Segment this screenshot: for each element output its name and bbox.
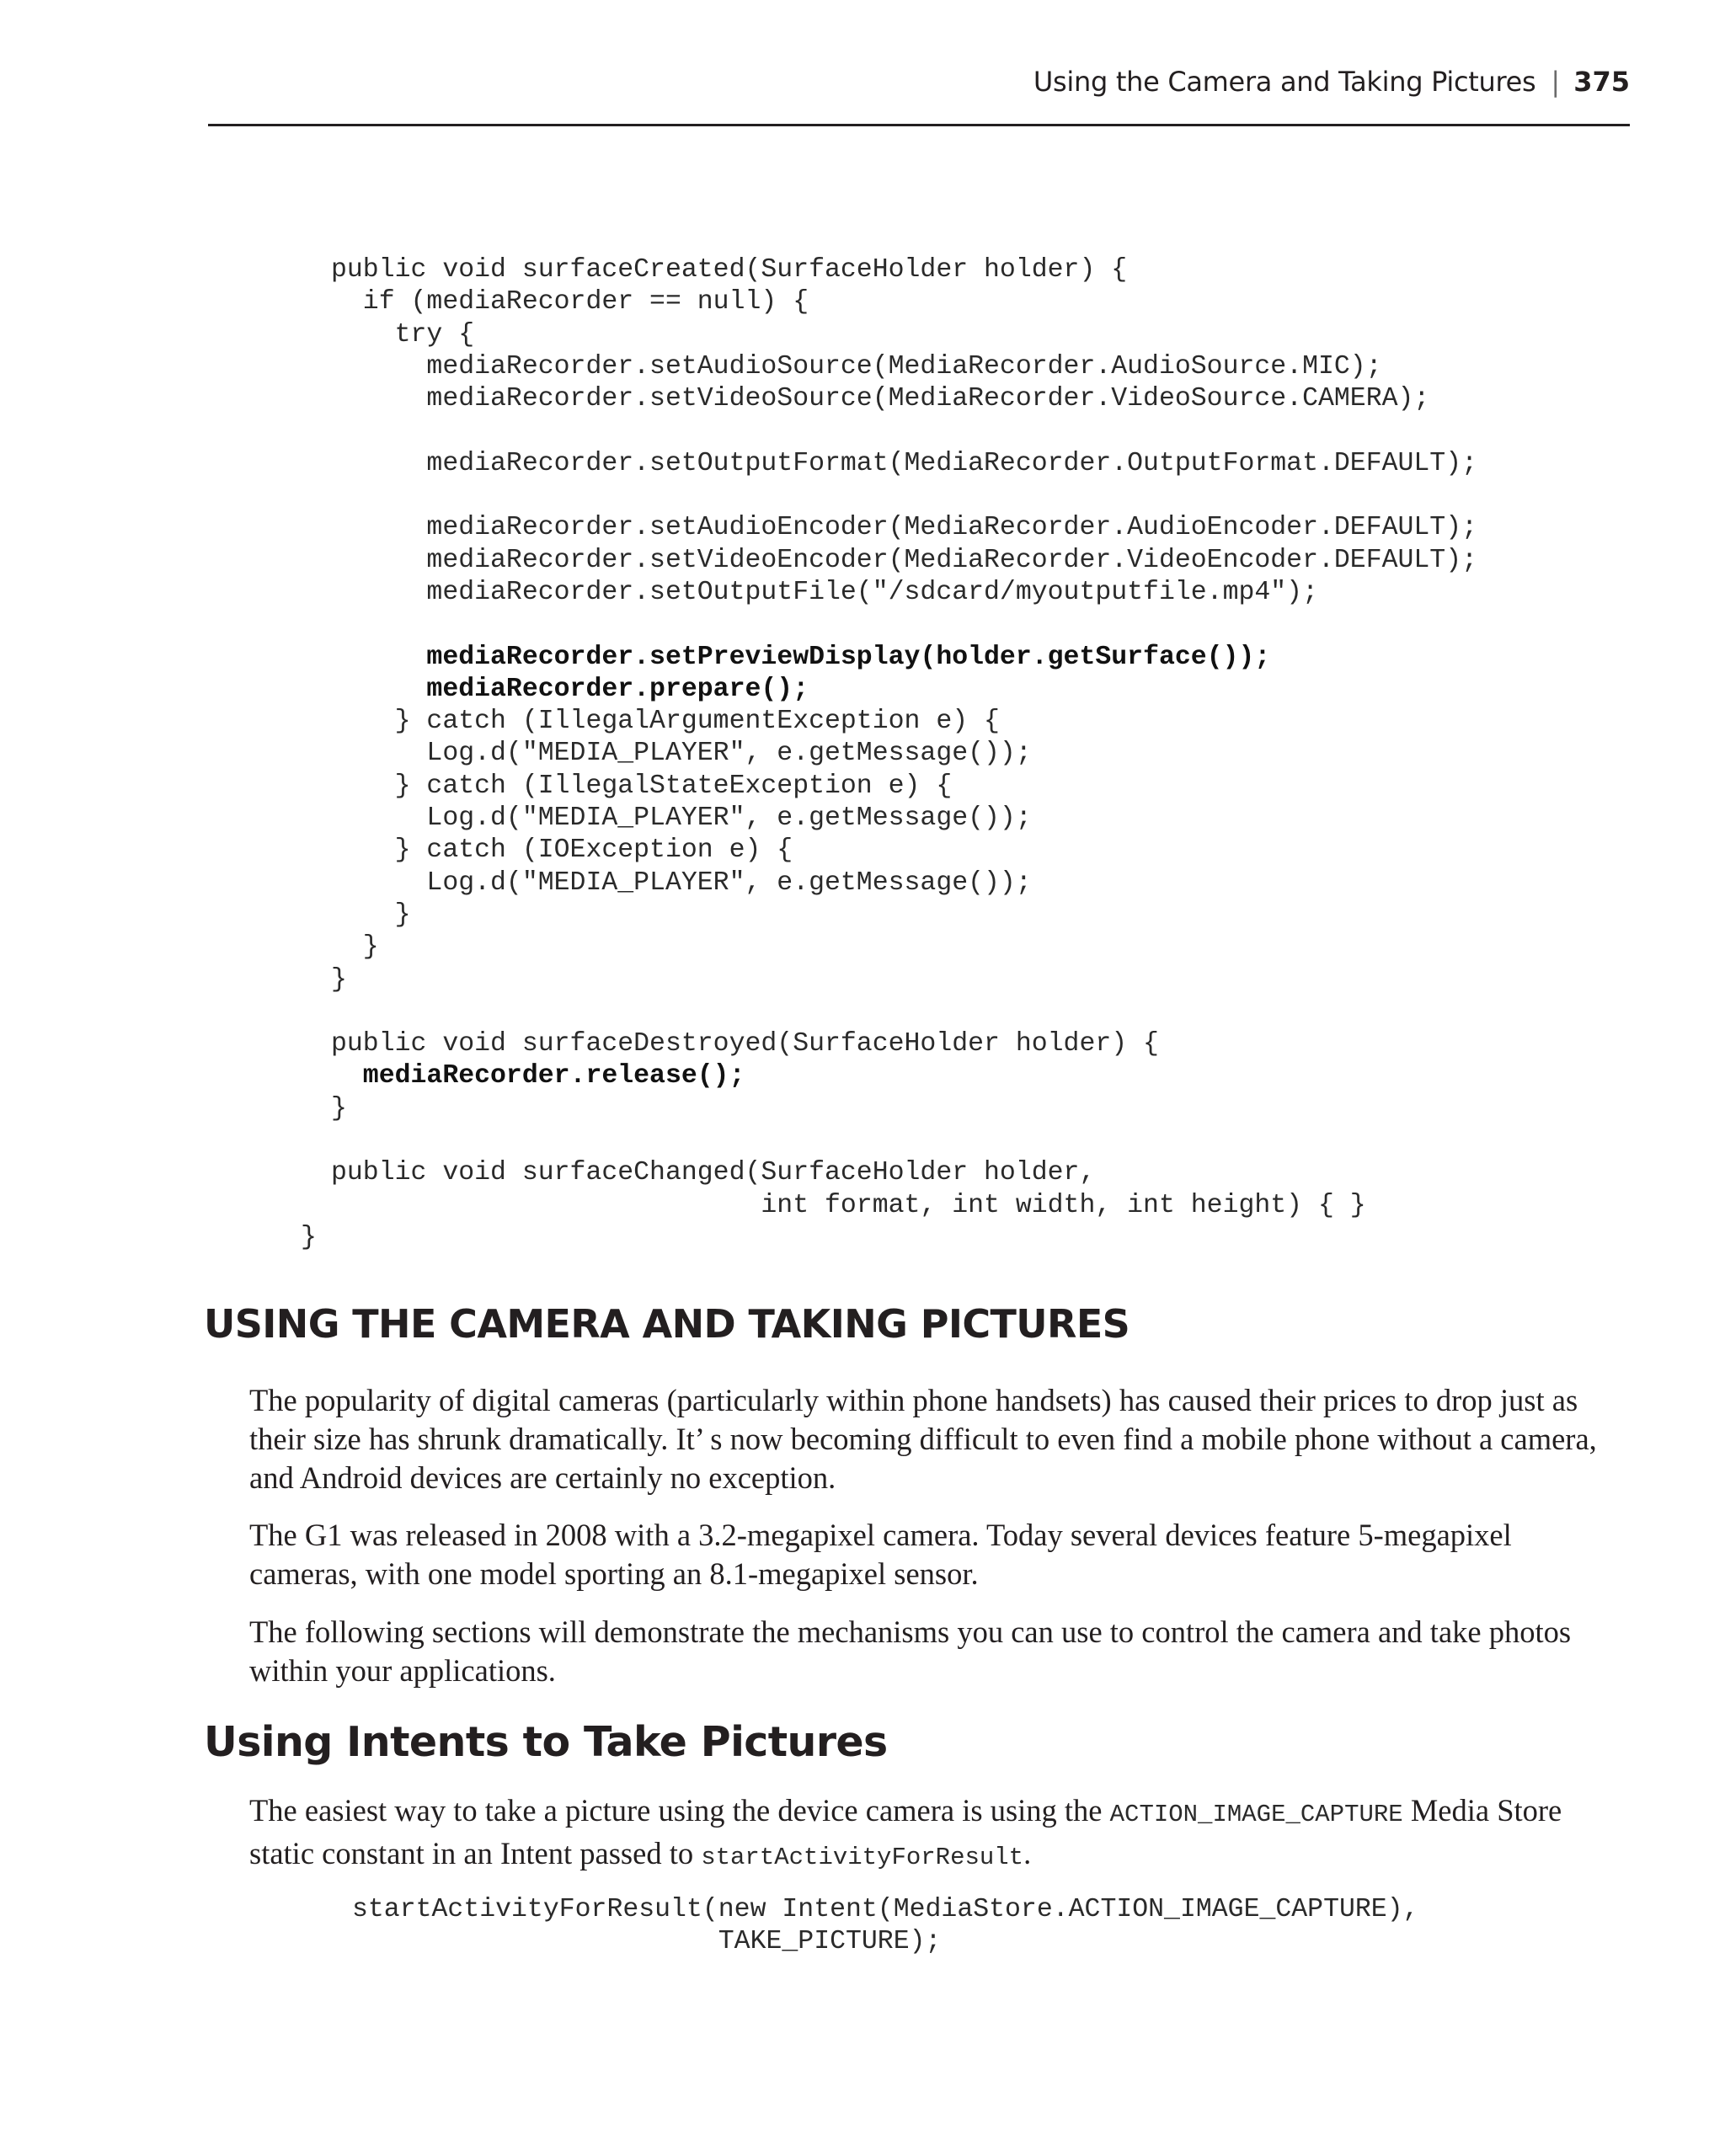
running-head — [208, 59, 1630, 126]
code-line: Log.d("MEDIA_PLAYER", e.getMessage()); — [331, 803, 1032, 834]
code-line: startActivityForResult(new Intent(MediaStore.ACTION_IMAGE_CAPTURE), — [352, 1895, 1419, 1924]
code-line: } — [331, 964, 347, 995]
subsection-heading: Using Intents to Take Pictures — [204, 1718, 888, 1766]
code-line — [331, 1125, 1477, 1157]
code-line: } — [331, 1093, 347, 1123]
code-line — [331, 609, 1477, 641]
code-line: mediaRecorder.setOutputFile("/sdcard/myoutputfile.mp4"); — [331, 577, 1318, 607]
code-line: public void surfaceCreated(SurfaceHolder holder) { — [331, 255, 1128, 285]
code-line — [331, 996, 1477, 1028]
code-listing-main — [301, 254, 1478, 1254]
inline-code-start-activity-for-result: startActivityForResult — [701, 1844, 1024, 1871]
code-line: } — [331, 932, 379, 963]
code-line: Log.d("MEDIA_PLAYER", e.getMessage()); — [331, 739, 1032, 769]
body-paragraph-4 — [249, 1791, 1614, 1877]
paragraph-text: Media Store static constant in an Intent passed to — [249, 1793, 1562, 1870]
code-line: mediaRecorder.setAudioSource(MediaRecorder.AudioSource.MIC); — [331, 351, 1382, 382]
code-line: Log.d("MEDIA_PLAYER", e.getMessage()); — [331, 867, 1032, 898]
code-line: } catch (IllegalArgumentException e) { — [331, 707, 1000, 737]
paragraph-text: The easiest way to take a picture using the device camera is using the — [249, 1793, 1110, 1828]
body-paragraph-3: The following sections will demonstrate the mechanisms you can use to control the camera and take photos within your applications. — [249, 1614, 1572, 1688]
code-line — [331, 415, 1477, 447]
code-line: mediaRecorder.prepare(); — [331, 674, 809, 704]
code-line: mediaRecorder.setPreviewDisplay(holder.getSurface()); — [331, 642, 1271, 672]
code-line: } — [331, 899, 411, 930]
code-line: public void surfaceChanged(SurfaceHolder holder, — [331, 1158, 1096, 1188]
code-line: int format, int width, int height) { } — [331, 1190, 1366, 1220]
code-line: try { — [331, 319, 475, 350]
code-line: if (mediaRecorder == null) { — [331, 287, 809, 318]
code-listing-sample — [352, 1894, 1419, 1959]
header-title: Using the Camera and Taking Pictures — [1033, 66, 1536, 98]
code-line: mediaRecorder.setVideoSource(MediaRecorder.VideoSource.CAMERA); — [331, 384, 1430, 414]
code-line: public void surfaceDestroyed(SurfaceHolder holder) { — [331, 1029, 1159, 1059]
code-line: mediaRecorder.setAudioEncoder(MediaRecorder.AudioEncoder.DEFAULT); — [331, 513, 1478, 543]
code-line: } — [301, 1222, 317, 1252]
code-line: TAKE_PICTURE); — [352, 1927, 942, 1957]
body-paragraph-2: The G1 was released in 2008 with a 3.2-megapixel camera. Today several devices feature 5-megapixel cameras, with one model sporting an 8.1-megapixel sensor. — [249, 1518, 1512, 1591]
section-heading: USING THE CAMERA AND TAKING PICTURES — [204, 1301, 1130, 1347]
paragraph-text: . — [1023, 1836, 1032, 1870]
code-line: mediaRecorder.setVideoEncoder(MediaRecorder.VideoEncoder.DEFAULT); — [331, 545, 1478, 575]
inline-code-action-image-capture: ACTION_IMAGE_CAPTURE — [1109, 1801, 1403, 1828]
code-line: } catch (IllegalStateException e) { — [331, 771, 953, 801]
code-line — [331, 480, 1477, 512]
page-number: 375 — [1573, 66, 1630, 98]
body-paragraph-1: The popularity of digital cameras (particularly within phone handsets) has caused their prices to drop just as their size has shrunk dramatically. It’ s now becoming difficult to even find a mobile phone without a camera, and Android devices are certainly no exception. — [249, 1383, 1597, 1495]
code-line: } catch (IOException e) { — [331, 835, 793, 866]
code-line: mediaRecorder.setOutputFormat(MediaRecorder.OutputFormat.DEFAULT); — [331, 448, 1478, 478]
code-line: mediaRecorder.release(); — [331, 1061, 745, 1091]
header-right — [1033, 66, 1630, 98]
header-separator: | — [1551, 66, 1561, 98]
